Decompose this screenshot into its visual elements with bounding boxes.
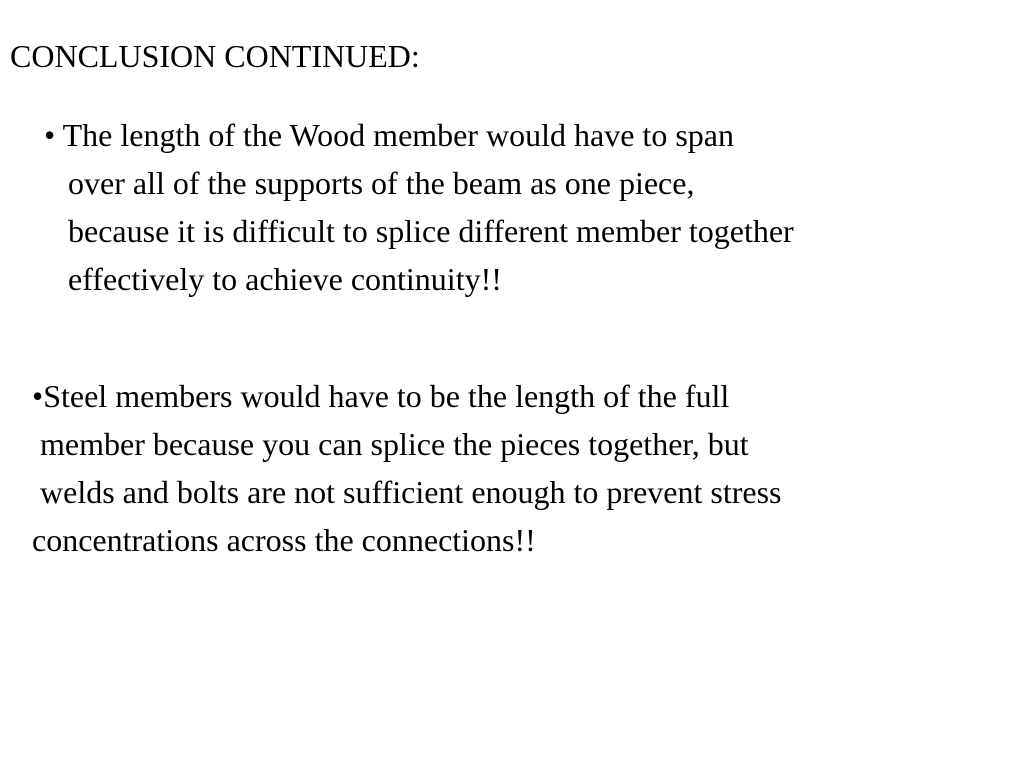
bullet-line: • The length of the Wood member would have to span: [44, 117, 734, 153]
bullet-line: effectively to achieve continuity!!: [44, 261, 502, 297]
bullet-line: member because you can splice the pieces together, but: [32, 426, 749, 462]
bullet-line: •Steel members would have to be the length of the full: [32, 378, 730, 414]
slide-title: CONCLUSION CONTINUED:: [10, 38, 420, 74]
bullet-line: welds and bolts are not sufficient enough to prevent stress: [32, 474, 782, 510]
bullet-line: concentrations across the connections!!: [32, 522, 536, 558]
bullet-line: over all of the supports of the beam as one piece,: [44, 165, 695, 201]
bullet-line: because it is difficult to splice different member together: [44, 213, 794, 249]
bullet-wood-member: [44, 111, 794, 303]
bullet-steel-members: [32, 372, 781, 564]
